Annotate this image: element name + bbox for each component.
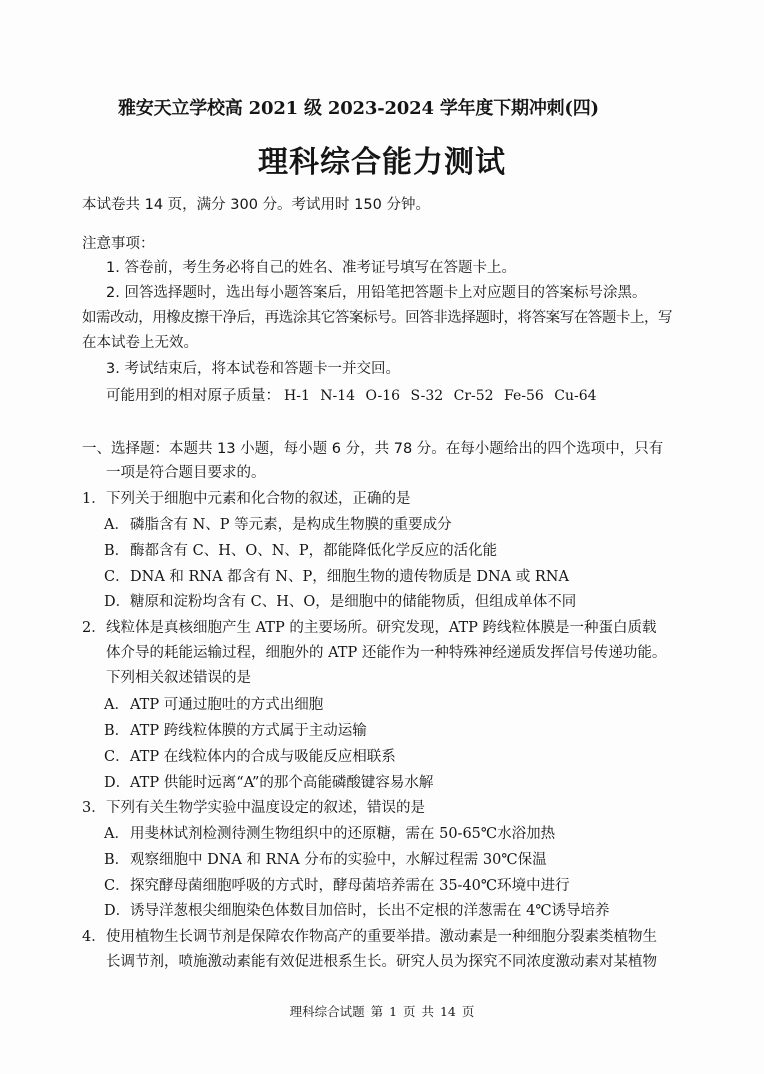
question-stem: 下列关于细胞中元素和化合物的叙述，正确的是 — [106, 491, 411, 507]
notice-item-2-cont: 如需改动，用橡皮擦干净后，再选涂其它答案标号。回答非选择题时，将答案写在答题卡上，写 — [82, 310, 673, 326]
question-4-stem-cont: 长调节剂，喷施激动素能有效促进根系生长。研究人员为探究不同浓度激动素对某植物 — [106, 954, 657, 970]
option-3a: A．用斐林试剂检测待测生物组织中的还原糖，需在 50-65℃水浴加热 — [104, 826, 556, 842]
option-2a: A．ATP 可通过胞吐的方式出细胞 — [104, 697, 324, 713]
question-4 — [82, 925, 657, 946]
question-2 — [82, 616, 657, 637]
option-1d: D．糖原和淀粉均含有 C、H、O，是细胞中的储能物质，但组成单体不同 — [104, 594, 577, 610]
question-stem: 下列有关生物学实验中温度设定的叙述，错误的是 — [106, 800, 425, 816]
option-2c: C．ATP 在线粒体内的合成与吸能反应相联系 — [104, 749, 396, 765]
section-heading-cont: 一项是符合题目要求的。 — [106, 465, 266, 481]
question-number: 1． — [82, 491, 106, 507]
option-3b: B．观察细胞中 DNA 和 RNA 分布的实验中，水解过程需 30℃保温 — [104, 852, 547, 868]
option-1a: A．磷脂含有 N、P 等元素，是构成生物膜的重要成分 — [104, 517, 452, 533]
option-3d: D．诱导洋葱根尖细胞染色体数目加倍时，长出不定根的洋葱需在 4℃诱导培养 — [104, 903, 610, 919]
option-3c: C．探究酵母菌细胞呼吸的方式时，酵母菌培养需在 35-40℃环境中进行 — [104, 878, 570, 894]
option-1c: C．DNA 和 RNA 都含有 N、P，细胞生物的遗传物质是 DNA 或 RNA — [104, 569, 569, 585]
question-3 — [82, 796, 425, 817]
option-2d: D．ATP 供能时远离“A”的那个高能磷酸键容易水解 — [104, 775, 434, 791]
notice-item-2-end: 在本试卷上无效。 — [82, 335, 198, 351]
section-heading: 一、选择题：本题共 13 小题，每小题 6 分，共 78 分。在每小题给出的四个选项中，只有 — [82, 441, 664, 457]
question-stem: 使用植物生长调节剂是保障农作物高产的重要举措。激动素是一种细胞分裂素类植物生 — [106, 929, 657, 945]
atomic-mass-list: H-1 N-14 O-16 S-32 Cr-52 Fe-56 Cu-64 — [284, 388, 597, 404]
option-1b: B．酶都含有 C、H、O、N、P，都能降低化学反应的活化能 — [104, 543, 498, 559]
option-2b: B．ATP 跨线粒体膜的方式属于主动运输 — [104, 723, 367, 739]
question-number: 4． — [82, 929, 106, 945]
subject-title: 理科综合能力测试 — [258, 145, 506, 180]
question-1 — [82, 487, 411, 508]
question-2-stem-cont: 体介导的耗能运输过程，细胞外的 ATP 还能作为一种特殊神经递质发挥信号传递功能。 — [106, 645, 667, 661]
question-number: 2． — [82, 620, 106, 636]
atomic-mass-label: 可能用到的相对原子质量： — [106, 388, 280, 404]
school-exam-title: 雅安天立学校高 2021 级 2023-2024 学年度下期冲刺(四) — [118, 98, 599, 119]
notice-title: 注意事项： — [82, 236, 155, 252]
notice-item-2: 2. 回答选择题时，选出每小题答案后，用铅笔把答题卡上对应题目的答案标号涂黑。 — [106, 285, 647, 301]
atomic-mass-line — [106, 384, 597, 405]
notice-item-1: 1. 答卷前，考生务必将自己的姓名、准考证号填写在答题卡上。 — [106, 260, 516, 276]
question-stem: 线粒体是真核细胞产生 ATP 的主要场所。研究发现，ATP 跨线粒体膜是一种蛋白质载 — [106, 620, 657, 636]
exam-info: 本试卷共 14 页，满分 300 分。考试用时 150 分钟。 — [82, 197, 430, 213]
page-footer: 理科综合试题 第 1 页 共 14 页 — [289, 1004, 475, 1019]
notice-item-3: 3. 考试结束后，将本试卷和答题卡一并交回。 — [106, 361, 400, 377]
question-number: 3． — [82, 800, 106, 816]
question-2-stem-end: 下列相关叙述错误的是 — [106, 670, 251, 686]
